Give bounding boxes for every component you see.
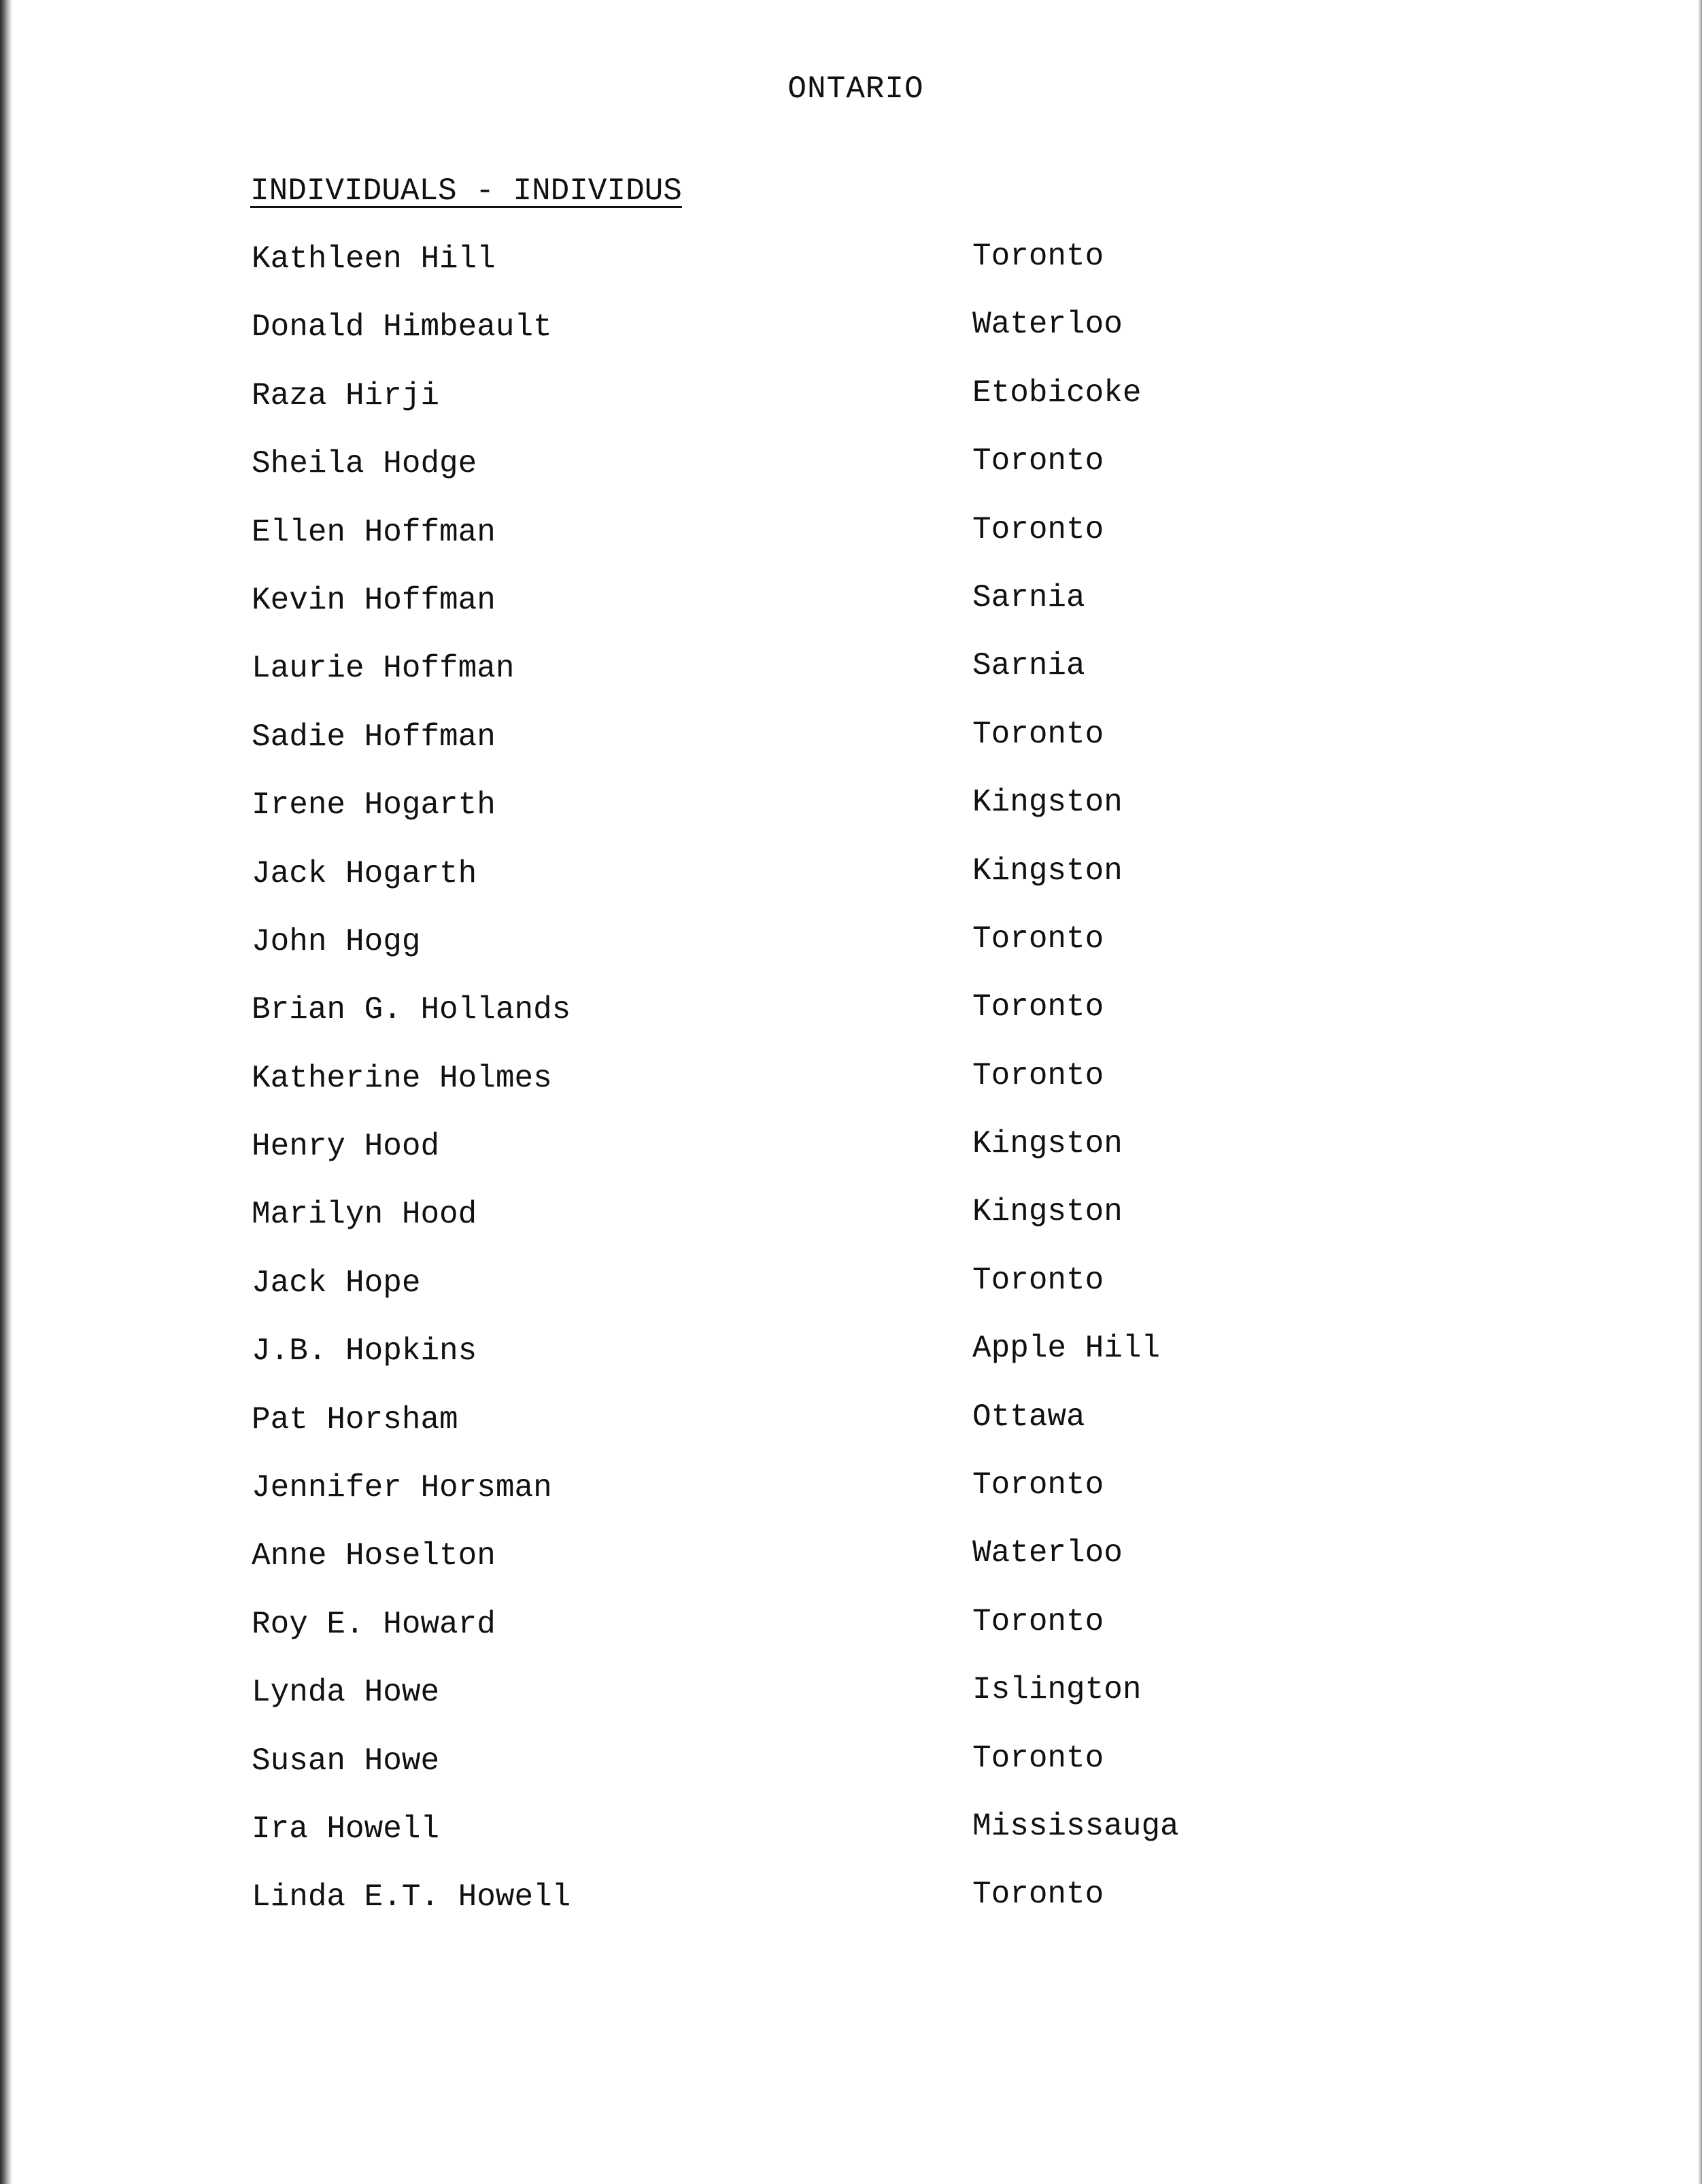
entry-city: Toronto	[972, 1262, 1104, 1298]
entry-city: Kingston	[972, 1194, 1123, 1230]
list-item	[0, 921, 1702, 992]
list-item	[0, 716, 1702, 787]
entry-city: Toronto	[972, 511, 1104, 547]
entry-city: Kingston	[972, 785, 1123, 821]
entry-name: Ellen Hoffman	[252, 514, 496, 550]
list-item	[0, 1126, 1702, 1197]
entry-city: Toronto	[972, 1603, 1104, 1639]
entry-name: Raza Hirji	[252, 377, 440, 413]
entry-city: Waterloo	[972, 1535, 1123, 1571]
entry-city: Ottawa	[972, 1399, 1085, 1435]
entry-city: Toronto	[972, 1877, 1104, 1913]
page-title	[0, 71, 1702, 107]
entry-name: Lynda Howe	[252, 1675, 440, 1711]
entry-city: Toronto	[972, 443, 1104, 479]
entry-name: Kevin Hoffman	[252, 582, 496, 618]
list-item	[0, 1672, 1702, 1743]
entry-city: Sarnia	[972, 648, 1085, 684]
list-item	[0, 1262, 1702, 1333]
entry-city: Toronto	[972, 716, 1104, 752]
individuals-list	[0, 241, 1702, 1948]
entry-name: Ira Howell	[252, 1811, 440, 1847]
list-item	[0, 853, 1702, 924]
list-item	[0, 443, 1702, 514]
list-item	[0, 1603, 1702, 1675]
entry-city: Kingston	[972, 1126, 1123, 1162]
list-item	[0, 1740, 1702, 1811]
list-item	[0, 1057, 1702, 1129]
entry-name: Sadie Hoffman	[252, 719, 496, 755]
entry-city: Toronto	[972, 1057, 1104, 1093]
entry-name: Irene Hogarth	[252, 787, 496, 823]
entry-name: Jack Hope	[252, 1265, 421, 1301]
entry-city: Kingston	[972, 853, 1123, 889]
page-title-text: ONTARIO	[787, 71, 924, 107]
list-item	[0, 1467, 1702, 1538]
entry-city: Toronto	[972, 989, 1104, 1025]
entry-name: Katherine Holmes	[252, 1060, 552, 1096]
entry-name: Donald Himbeault	[252, 309, 552, 345]
entry-city: Sarnia	[972, 579, 1085, 615]
entry-name: Jack Hogarth	[252, 855, 477, 891]
list-item	[0, 1535, 1702, 1606]
entry-name: Anne Hoselton	[252, 1538, 496, 1574]
entry-name: Marilyn Hood	[252, 1197, 477, 1233]
list-item	[0, 511, 1702, 583]
entry-city: Waterloo	[972, 307, 1123, 343]
list-item	[0, 1879, 1702, 1947]
list-item	[0, 309, 1702, 377]
entry-city: Toronto	[972, 1740, 1104, 1776]
entry-name: Pat Horsham	[252, 1401, 458, 1437]
entry-city: Toronto	[972, 921, 1104, 957]
list-item	[0, 1808, 1702, 1879]
entry-name: Roy E. Howard	[252, 1606, 496, 1642]
entry-city: Islington	[972, 1672, 1142, 1708]
entry-city: Toronto	[972, 1467, 1104, 1503]
list-item	[0, 1194, 1702, 1265]
entry-city: Mississauga	[972, 1808, 1179, 1844]
list-item	[0, 989, 1702, 1060]
entry-name: Henry Hood	[252, 1129, 440, 1165]
entry-city: Apple Hill	[972, 1331, 1161, 1367]
entry-name: Jennifer Horsman	[252, 1470, 552, 1506]
entry-city: Etobicoke	[972, 375, 1142, 411]
entry-name: Linda E.T. Howell	[252, 1879, 571, 1915]
entry-name: Brian G. Hollands	[252, 992, 571, 1028]
list-item	[0, 579, 1702, 651]
list-item	[0, 241, 1702, 309]
list-item	[0, 648, 1702, 719]
entry-name: John Hogg	[252, 923, 421, 959]
entry-name: J.B. Hopkins	[252, 1333, 477, 1369]
entry-name: Laurie Hoffman	[252, 651, 515, 687]
entry-name: Sheila Hodge	[252, 446, 477, 482]
entry-city: Toronto	[972, 239, 1104, 274]
list-item	[0, 787, 1702, 855]
list-item	[0, 1399, 1702, 1470]
list-item	[0, 1333, 1702, 1401]
section-heading: INDIVIDUALS - INDIVIDUS	[250, 173, 682, 209]
entry-name: Kathleen Hill	[252, 241, 496, 277]
list-item	[0, 375, 1702, 446]
entry-name: Susan Howe	[252, 1743, 440, 1779]
